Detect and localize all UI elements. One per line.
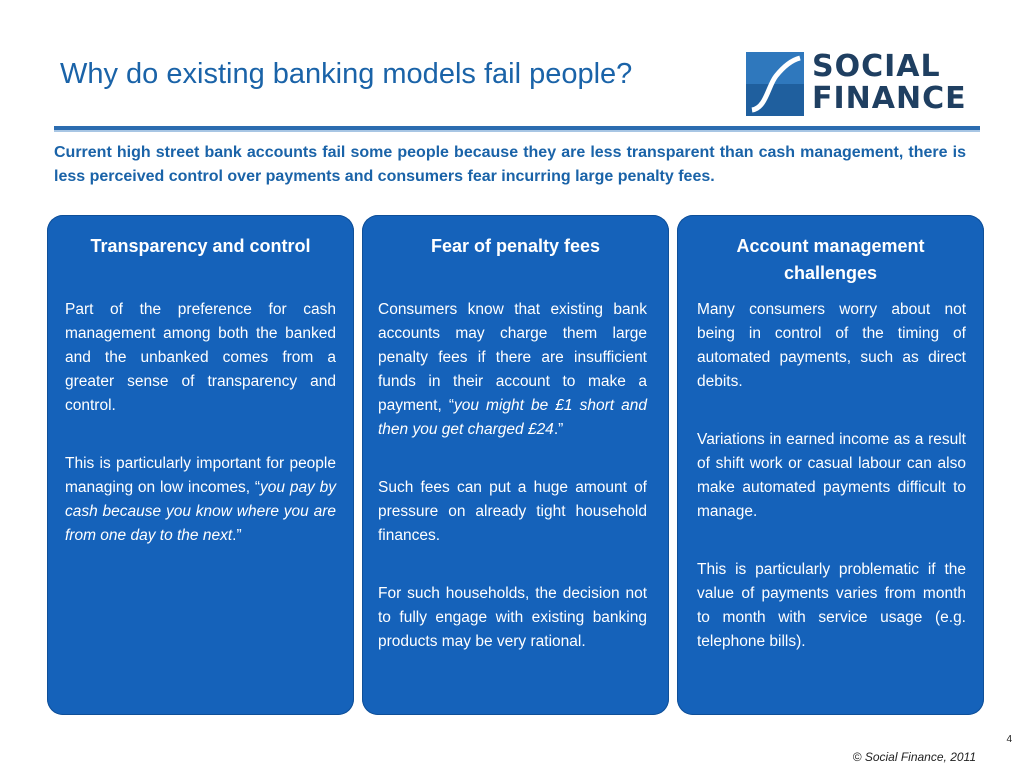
- panel-body: [65, 298, 336, 582]
- panel-account-management: [677, 215, 984, 715]
- panel-heading: Transparency and control: [90, 236, 311, 256]
- panel-paragraph: This is particularly problematic if the value of payments varies from month to month with service usage (e.g. telephone bills).: [697, 561, 966, 650]
- quote-suffix: .”: [232, 527, 242, 544]
- panel-body: [378, 298, 647, 688]
- panel-paragraph: [65, 452, 336, 548]
- quote-prefix: This is particularly important for people managing on low incomes, “: [65, 455, 336, 496]
- quote-prefix: Consumers know that existing bank accounts may charge them large penalty fees if there are insufficient funds in their account to make a payment, “: [378, 301, 647, 414]
- panel-body: [697, 298, 966, 688]
- quote-text: you might be £1 short and then you get charged £24: [378, 397, 647, 438]
- logo-line-1: SOCIAL: [812, 49, 941, 84]
- panel-penalty-fees: [362, 215, 669, 715]
- panel-paragraph: Many consumers worry about not being in control of the timing of automated payments, such as direct debits.: [697, 301, 966, 390]
- logo-line-2: FINANCE: [812, 81, 967, 116]
- logo-mark-icon: [746, 52, 804, 116]
- intro-paragraph: Current high street bank accounts fail some people because they are less transparent than cash management, there is less perceived control over payments and consumers fear incurring large penalty fees.: [54, 144, 966, 185]
- social-finance-logo: [746, 50, 972, 118]
- quote-text: you pay by cash because you know where you are from one day to the next: [65, 479, 336, 544]
- logo-text: [812, 51, 967, 115]
- title-divider: [54, 126, 980, 130]
- panel-heading: Account management challenges: [736, 236, 925, 283]
- panel-paragraph: Part of the preference for cash management among both the banked and the unbanked comes from a greater sense of transparency and control.: [65, 301, 336, 414]
- page-number: 4: [1006, 734, 1012, 745]
- copyright-notice: © Social Finance, 2011: [852, 750, 976, 764]
- panel-paragraph: Variations in earned income as a result of shift work or casual labour can also make automated payments difficult to manage.: [697, 431, 966, 520]
- panel-paragraph: Such fees can put a huge amount of pressure on already tight household finances.: [378, 479, 647, 544]
- slide-title: Why do existing banking models fail people?: [60, 58, 633, 90]
- panel-paragraph: For such households, the decision not to fully engage with existing banking products may be very rational.: [378, 585, 647, 650]
- quote-suffix: .”: [553, 421, 564, 438]
- panel-transparency: [47, 215, 354, 715]
- panel-heading: Fear of penalty fees: [430, 236, 601, 256]
- panel-paragraph: [378, 298, 647, 442]
